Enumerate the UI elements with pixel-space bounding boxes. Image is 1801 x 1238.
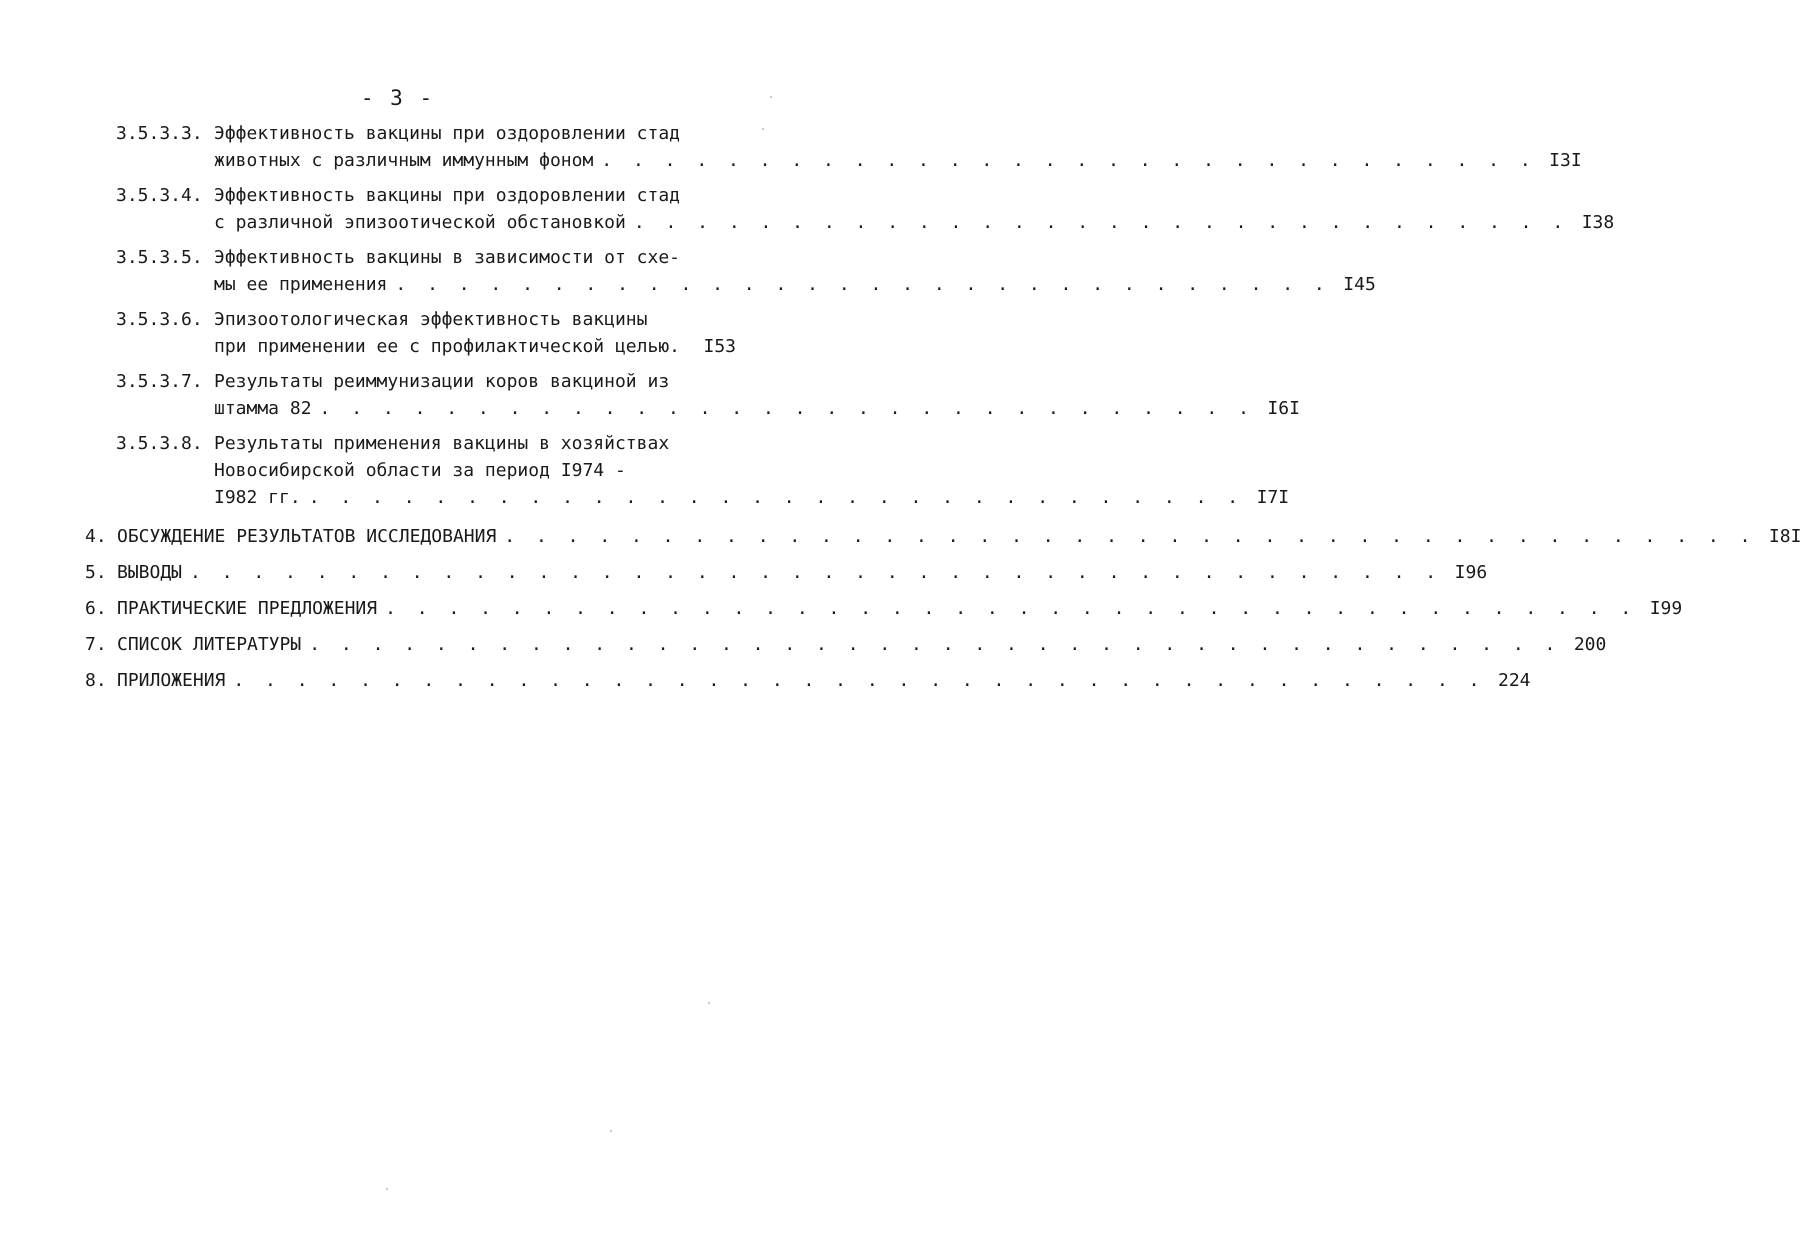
- toc-section-6: [0, 595, 1683, 622]
- toc-entry-title-line: Эпизоотологическая эффективность вакцины: [214, 309, 648, 330]
- leader-dots: . . . . . . . . . . . . . . . . . . . . . . . . . . . . . .: [308, 487, 1244, 508]
- toc-section-number: 6.: [85, 598, 107, 619]
- toc-entry-title-line: I982 гг.: [214, 487, 301, 508]
- scan-speck: [386, 1188, 388, 1190]
- toc-entry-title-line: Эффективность вакцины при оздоровлении стад: [214, 123, 680, 144]
- leader-dots: . . . . . . . . . . . . . . . . . . . . . . . . . . . . . . . . . . . . . . . .: [309, 634, 1561, 655]
- toc-section-title: ОБСУЖДЕНИЕ РЕЗУЛЬТАТОВ ИССЛЕДОВАНИЯ: [117, 526, 497, 547]
- toc-section-4: [0, 523, 1801, 550]
- page-number: - 3 -: [360, 86, 435, 110]
- toc-entry-number: 3.5.3.8.: [116, 433, 203, 454]
- toc-section-title: ПРИЛОЖЕНИЯ: [117, 670, 226, 691]
- toc-entry-3-5-3-4: [0, 182, 1615, 236]
- scan-speck: [610, 1130, 612, 1132]
- toc-entry-title-line: Результаты реиммунизации коров вакциной из: [214, 371, 670, 392]
- toc-section-8: [0, 667, 1531, 694]
- toc-page-ref: I6I: [1267, 398, 1300, 419]
- toc-entry-number: 3.5.3.7.: [116, 371, 203, 392]
- table-of-contents: [0, 120, 1801, 703]
- toc-page-ref: I53: [703, 336, 736, 357]
- toc-section-title: СПИСОК ЛИТЕРАТУРЫ: [117, 634, 302, 655]
- toc-section-number: 4.: [85, 526, 107, 547]
- toc-entry-number: 3.5.3.4.: [116, 185, 203, 206]
- toc-entry-3-5-3-8: [0, 430, 1290, 511]
- toc-page-ref: I45: [1343, 274, 1376, 295]
- scan-speck: [762, 128, 764, 130]
- toc-section-number: 7.: [85, 634, 107, 655]
- toc-section-7: [0, 631, 1607, 658]
- toc-entry-3-5-3-7: [0, 368, 1300, 422]
- toc-entry-title-line: штамма 82: [214, 398, 312, 419]
- leader-dots: . . . . . . . . . . . . . . . . . . . . . . . . . . . . . . . . . . . . . . . .: [385, 598, 1637, 619]
- toc-entry-number: 3.5.3.5.: [116, 247, 203, 268]
- toc-page-ref: I3I: [1549, 150, 1582, 171]
- toc-section-5: [0, 559, 1488, 586]
- toc-entry-title-line: Результаты применения вакцины в хозяйствах: [214, 433, 670, 454]
- leader-dots: . . . . . . . . . . . . . . . . . . . . . . . . . . . . . .: [319, 398, 1254, 419]
- toc-page-ref: I99: [1649, 598, 1683, 619]
- toc-page-ref: 224: [1497, 670, 1531, 691]
- toc-page-ref: 200: [1573, 634, 1607, 655]
- leader-dots: . . . . . . . . . . . . . . . . . . . . . . . . . . . . . . . . . . . . . . . .: [233, 670, 1485, 691]
- toc-entry-number: 3.5.3.3.: [116, 123, 203, 144]
- scan-speck: [770, 96, 772, 98]
- toc-section-title: ПРАКТИЧЕСКИЕ ПРЕДЛОЖЕНИЯ: [117, 598, 378, 619]
- leader-dots: . . . . . . . . . . . . . . . . . . . . . . . . . . . . . .: [395, 274, 1330, 295]
- leader-dots: . . . . . . . . . . . . . . . . . . . . . . . . . . . . . .: [601, 150, 1536, 171]
- toc-section-title: ВЫВОДЫ: [117, 562, 183, 583]
- toc-entry-number: 3.5.3.6.: [116, 309, 203, 330]
- toc-entry-title-line: Эффективность вакцины в зависимости от схе-: [214, 247, 680, 268]
- toc-entry-title-line: при применении ее с профилактической целью.: [214, 336, 680, 357]
- toc-entry-3-5-3-3: [0, 120, 1582, 174]
- leader-dots: . . . . . . . . . . . . . . . . . . . . . . . . . . . . . . . . . . . . . . . .: [190, 562, 1442, 583]
- toc-entry-title-line: животных с различным иммунным фоном: [214, 150, 594, 171]
- toc-entry-3-5-3-5: [0, 244, 1376, 298]
- toc-entry-title-line: Новосибирской области за период I974 -: [214, 460, 626, 481]
- toc-section-number: 5.: [85, 562, 107, 583]
- toc-entry-3-5-3-6: [0, 306, 795, 360]
- toc-entry-title-line: мы ее применения: [214, 274, 388, 295]
- toc-page-ref: I96: [1454, 562, 1488, 583]
- toc-section-number: 8.: [85, 670, 107, 691]
- toc-page-ref: I8I: [1768, 526, 1801, 547]
- toc-entry-title-line: Эффективность вакцины при оздоровлении стад: [214, 185, 680, 206]
- toc-entry-title-line: с различной эпизоотической обстановкой: [214, 212, 626, 233]
- leader-dots: . . . . . . . . . . . . . . . . . . . . . . . . . . . . . . . . . . . . . . . .: [504, 526, 1756, 547]
- toc-page-ref: I7I: [1256, 487, 1290, 508]
- toc-page-ref: I38: [1581, 212, 1615, 233]
- leader-dots: . . . . . . . . . . . . . . . . . . . . . . . . . . . . . .: [633, 212, 1569, 233]
- scan-speck: [708, 1002, 710, 1004]
